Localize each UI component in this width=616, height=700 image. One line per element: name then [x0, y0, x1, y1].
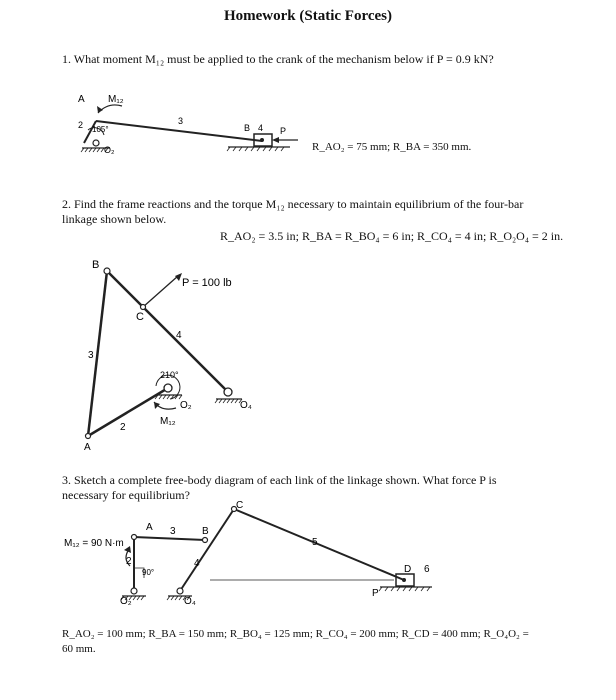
q1-label-link2: 2 — [78, 120, 84, 130]
question-3-given-line1: R_AO₂ = 100 mm; R_BA = 150 mm; R_BO₄ = 125 mm; R_CO₄ = 200 mm; R_CD = 400 mm; R_O₄O₂ = — [62, 628, 529, 640]
q2-label-link2: 2 — [120, 422, 126, 433]
question-2-text-line2: linkage shown below. — [62, 212, 167, 226]
q1-label-link4: 4 — [258, 123, 264, 133]
q2-label-m12: M₁₂ — [160, 416, 176, 427]
question-2-text-line1: 2. Find the frame reactions and the torque M₁₂ necessary to maintain equilibrium of the four-bar — [62, 197, 524, 211]
q2-label-link4: 4 — [176, 330, 182, 341]
question-3-text-line1: 3. Sketch a complete free-body diagram of each link of the linkage shown. What force P is — [62, 473, 497, 487]
q3-label-b: B — [202, 526, 209, 537]
q3-label-link6: 6 — [424, 564, 430, 575]
question-1-text: 1. What moment M₁₂ must be applied to the crank of the mechanism below if P = 0.9 kN? — [62, 52, 494, 66]
q3-label-link3: 3 — [170, 526, 176, 537]
q2-label-c: C — [136, 311, 144, 323]
q1-label-angle: 105° — [92, 125, 109, 134]
q2-label-b: B — [92, 259, 100, 271]
q1-label-b: B — [244, 123, 251, 133]
question-1-given: R_AO₂ = 75 mm; R_BA = 350 mm. — [312, 141, 472, 153]
question-3-given-line2: 60 mm. — [62, 643, 96, 655]
q3-label-m12: M₁₂ = 90 N·m — [64, 538, 124, 549]
q3-label-c: C — [236, 500, 244, 511]
q3-label-link5: 5 — [312, 537, 318, 548]
q3-label-o4: O₄ — [184, 596, 196, 607]
q1-label-m12: M₁₂ — [108, 94, 124, 105]
page-title: Homework (Static Forces) — [223, 8, 392, 24]
q1-label-a: A — [78, 94, 85, 105]
q2-label-o4: O₄ — [240, 400, 252, 411]
q3-label-o2: O₂ — [120, 596, 132, 607]
q3-label-link2: 2 — [126, 556, 132, 567]
q3-label-p: P — [372, 588, 379, 599]
q1-label-p: P — [280, 126, 287, 136]
q1-label-o2: O₂ — [104, 145, 115, 155]
q2-label-a: A — [84, 442, 91, 453]
question-2-given: R_AO₂ = 3.5 in; R_BA = R_BO₄ = 6 in; R_CO₄ = 4 in; R_O₂O₄ = 2 in. — [220, 229, 564, 243]
q1-label-link3: 3 — [178, 116, 184, 126]
q3-label-d: D — [404, 564, 412, 575]
q2-label-p: P = 100 lb — [182, 277, 232, 289]
q2-label-angle: 210° — [160, 370, 179, 380]
q2-label-o2: O₂ — [180, 400, 192, 411]
question-3-text-line2: necessary for equilibrium? — [62, 488, 190, 502]
q3-label-a: A — [146, 522, 153, 533]
q3-label-angle: 90° — [142, 568, 155, 577]
q2-label-link3: 3 — [88, 350, 94, 361]
q3-label-link4: 4 — [194, 558, 200, 569]
